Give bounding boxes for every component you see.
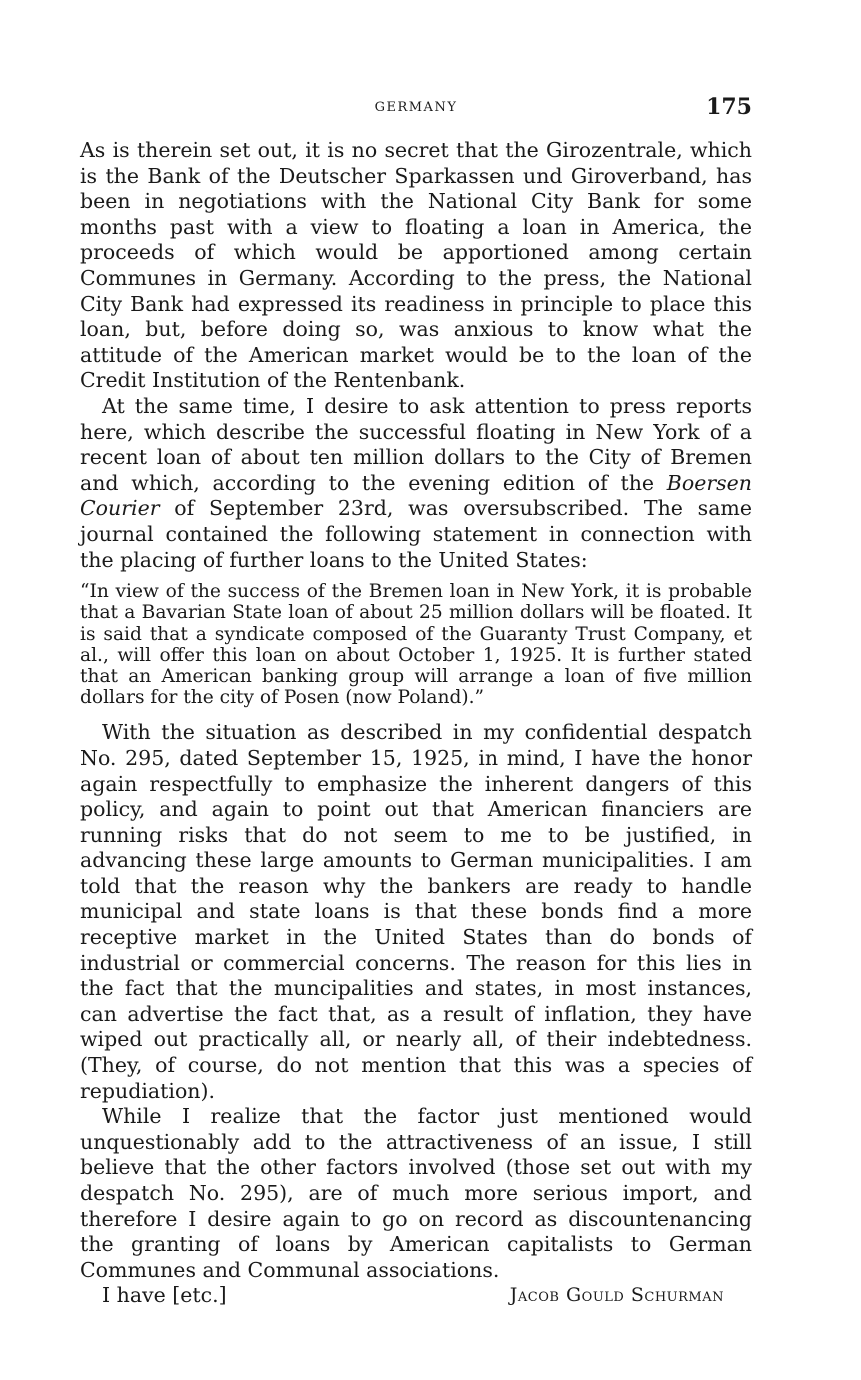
paragraph-3: With the situation as described in my confidential despatch No. 295, dated September 15, 1925, in mind, I have the honor again respectfully to emphasize the inherent dangers of this policy, and again to point out that American financiers are running risks that do not seem to me to be justified, in advancing these large amounts to German municipalities. I am told that the reason why the bankers are ready to handle municipal and state loans is that these bonds find a more receptive market in the United States than do bonds of industrial or commercial concerns. The reason for this lies in the fact that the muncipalities and states, in most instances, can advertise the fact that, as a result of inflation, they have wiped out practically all, or nearly all, of their indebtedness. (They, of course, do not mention that this was a species of repudiation).	[80, 720, 752, 1103]
running-title: GERMANY	[374, 100, 458, 115]
closing-phrase: I have [etc.]	[102, 1283, 227, 1308]
newspaper-title: Boersen Courier	[80, 470, 752, 521]
paragraph-1: As is therein set out, it is no secret that the Girozentrale, which is the Bank of the Deutscher Sparkassen und Giroverband, has been in negotiations with the National City Bank for some months past with a view to floating a loan in America, the proceeds of which would be apportioned among certain Communes in Germany. According to the press, the National City Bank had expressed its readiness in principle to place this loan, but, before doing so, was anxious to know what the attitude of the American market would be to the loan of the Credit Institution of the Rentenbank.	[80, 138, 752, 393]
running-head	[80, 96, 752, 122]
paragraph-2-text-end: of September 23rd, was oversubscribed. The same journal contained the following statement in connection with the placing of further loans to the United States:	[80, 496, 752, 572]
block-quote: “In view of the success of the Bremen loan in New York, it is probable that a Bavarian State loan of about 25 million dollars will be floated. It is said that a syndicate composed of the Guaranty Trust Company, et al., will offer this loan on about October 1, 1925. It is further stated that an American banking group will arrange a loan of five million dollars for the city of Posen (now Poland).”	[80, 581, 752, 709]
paragraph-4: While I realize that the factor just mentioned would unquestionably add to the attractiveness of an issue, I still believe that the other factors involved (those set out with my despatch No. 295), are of much more serious import, and therefore I desire again to go on record as discountenancing the granting of loans by American capitalists to German Communes and Communal associations.	[80, 1104, 752, 1282]
body-text	[80, 138, 752, 1309]
closing-line	[80, 1283, 752, 1309]
paragraph-2	[80, 394, 752, 573]
signature: Jacob Gould Schurman	[509, 1284, 724, 1307]
page-number: 175	[706, 94, 752, 120]
paragraph-2-text-start: At the same time, I desire to ask attention to press reports here, which describe the successful floating in New York of a recent loan of about ten million dollars to the City of Bremen and which, according to the evening edition of the	[80, 393, 752, 495]
